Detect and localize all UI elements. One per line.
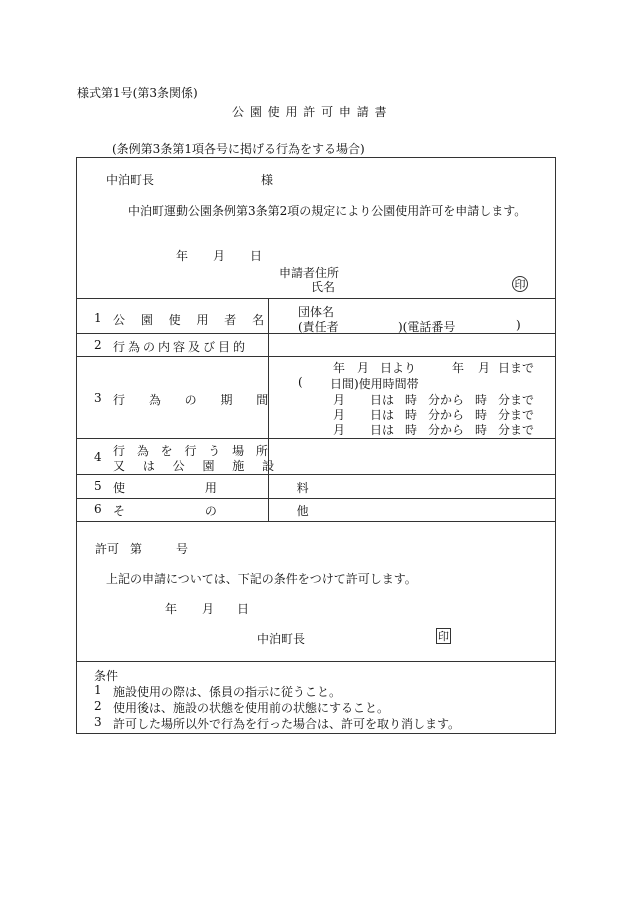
period-end-month: 月 bbox=[478, 361, 491, 375]
applicant-name-label: 氏名 bbox=[311, 280, 336, 294]
permit-date-year: 年 bbox=[165, 602, 178, 616]
row-number-4: 4 bbox=[94, 450, 102, 464]
time2-to: 分まで bbox=[498, 408, 535, 422]
permit-date-month: 月 bbox=[202, 602, 215, 616]
permit-number-prefix: 第 bbox=[130, 542, 143, 556]
divider-row2 bbox=[76, 356, 556, 357]
condition-number-2: 2 bbox=[94, 699, 102, 713]
condition-number-1: 1 bbox=[94, 683, 102, 697]
row-label-4-line2: 又 は 公 園 施 設 bbox=[113, 459, 282, 473]
days-usage-hours: 日間)使用時間帯 bbox=[330, 377, 419, 391]
conditions-heading: 条件 bbox=[94, 669, 119, 683]
row-label-1: 公 園 使 用 者 名 bbox=[113, 313, 271, 327]
issuer-seal: 印 bbox=[438, 629, 449, 643]
form-title: 公 園 使 用 許 可 申 請 書 bbox=[232, 105, 388, 119]
responsible-label: (責任者 bbox=[298, 320, 339, 334]
time3-from: 分から bbox=[428, 423, 465, 437]
time1-hour2: 時 bbox=[475, 393, 488, 407]
row-label-5: 使 用 料 bbox=[113, 481, 347, 495]
divider-permit bbox=[76, 661, 556, 662]
phone-label: )(電話番号 bbox=[398, 320, 456, 334]
form-subtitle: (条例第3条第1項各号に掲げる行為をする場合) bbox=[112, 142, 365, 156]
period-start-day: 日より bbox=[380, 361, 417, 375]
period-start-month: 月 bbox=[357, 361, 370, 375]
row-number-6: 6 bbox=[94, 502, 102, 516]
row-number-3: 3 bbox=[94, 391, 102, 405]
period-start-year: 年 bbox=[333, 361, 346, 375]
application-body: 中泊町運動公園条例第3条第2項の規定により公園使用許可を申請します。 bbox=[128, 204, 527, 218]
divider-row3 bbox=[76, 438, 556, 439]
permit-number-suffix: 号 bbox=[176, 542, 189, 556]
applicant-seal: 印 bbox=[512, 276, 528, 292]
permit-date-day: 日 bbox=[237, 602, 250, 616]
row-number-5: 5 bbox=[94, 479, 102, 493]
form-number: 様式第1号(第3条関係) bbox=[77, 86, 198, 100]
honorific: 様 bbox=[261, 173, 274, 187]
condition-text-3: 許可した場所以外で行為を行った場合は、許可を取り消します。 bbox=[113, 717, 461, 731]
time2-from: 分から bbox=[428, 408, 465, 422]
row-label-3: 行 為 の 期 間 bbox=[113, 393, 279, 407]
period-end-year: 年 bbox=[452, 361, 465, 375]
time3-hour: 時 bbox=[405, 423, 418, 437]
application-date-year: 年 bbox=[176, 249, 189, 263]
time2-hour: 時 bbox=[405, 408, 418, 422]
time2-day: 日は bbox=[370, 408, 395, 422]
row-number-1: 1 bbox=[94, 311, 102, 325]
applicant-address-label: 申請者住所 bbox=[279, 266, 340, 280]
period-end-day: 日まで bbox=[498, 361, 535, 375]
time3-to: 分まで bbox=[498, 423, 535, 437]
group-name-label: 団体名 bbox=[298, 305, 335, 319]
application-date-month: 月 bbox=[213, 249, 226, 263]
row-label-4-line1: 行 為 を 行 う 場 所 bbox=[113, 444, 272, 458]
time1-to: 分まで bbox=[498, 393, 535, 407]
divider-application bbox=[76, 298, 556, 299]
phone-close: ) bbox=[516, 318, 521, 332]
condition-text-1: 施設使用の際は、係員の指示に従うこと。 bbox=[113, 685, 342, 699]
permit-body: 上記の申請については、下記の条件をつけて許可します。 bbox=[106, 572, 417, 586]
time1-from: 分から bbox=[428, 393, 465, 407]
time1-hour: 時 bbox=[405, 393, 418, 407]
divider-row4 bbox=[76, 474, 556, 475]
time3-month: 月 bbox=[333, 423, 346, 437]
condition-text-2: 使用後は、施設の状態を使用前の状態にすること。 bbox=[113, 701, 390, 715]
row-label-2: 行為の内容及び目的 bbox=[113, 340, 249, 354]
time2-month: 月 bbox=[333, 408, 346, 422]
days-open: ( bbox=[298, 375, 303, 389]
permit-issuer: 中泊町長 bbox=[257, 632, 306, 646]
time2-hour2: 時 bbox=[475, 408, 488, 422]
time3-day: 日は bbox=[370, 423, 395, 437]
row-label-6: そ の 他 bbox=[113, 504, 347, 518]
divider-row6 bbox=[76, 521, 556, 522]
addressee: 中泊町長 bbox=[106, 173, 155, 187]
permit-label: 許可 bbox=[95, 542, 120, 556]
row-number-2: 2 bbox=[94, 338, 102, 352]
divider-row5 bbox=[76, 498, 556, 499]
time1-month: 月 bbox=[333, 393, 346, 407]
time3-hour2: 時 bbox=[475, 423, 488, 437]
condition-number-3: 3 bbox=[94, 715, 102, 729]
application-date-day: 日 bbox=[250, 249, 263, 263]
time1-day: 日は bbox=[370, 393, 395, 407]
